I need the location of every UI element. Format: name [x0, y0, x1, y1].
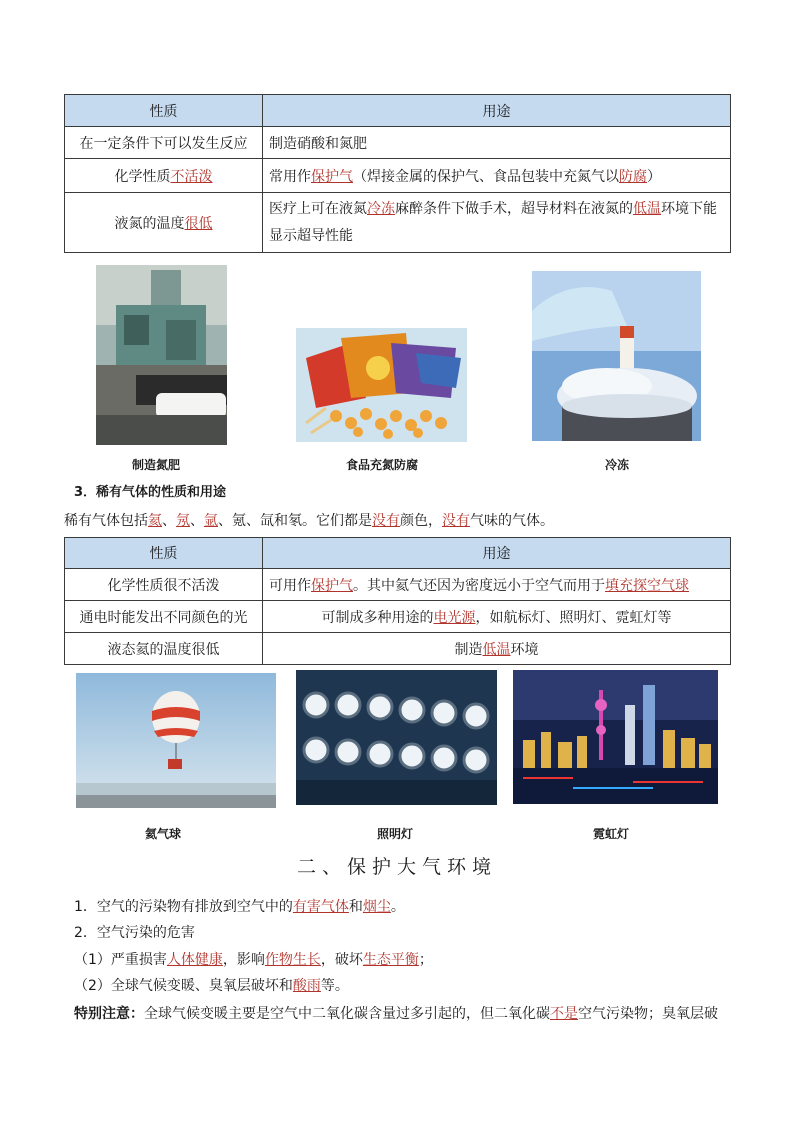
section-title-rare-gases: 3．稀有气体的性质和用途 — [74, 485, 227, 500]
text-segment: ，破坏 — [320, 952, 363, 968]
property-cell — [65, 127, 263, 159]
text-segment: 在一定条件下可以发生反应 — [79, 135, 248, 152]
table-row — [65, 633, 731, 665]
header-use: 用途 — [263, 538, 731, 569]
text-segment: 1．空气的污染物有排放到空气中的 — [74, 899, 293, 915]
text-segment: 稀有气体包括 — [64, 513, 148, 529]
text-segment: 气味的气体。 — [470, 513, 554, 529]
table-row — [65, 127, 731, 159]
fertilizer-factory-photo — [96, 265, 227, 445]
caption-neon: 霓虹灯 — [592, 827, 629, 841]
text-segment: 麻醉条件下做手术，超导材料在液氮的 — [395, 200, 633, 217]
text-segment: 颜色， — [400, 513, 442, 529]
table-row — [65, 569, 731, 601]
text-segment: 制造硝酸和氮肥 — [269, 135, 367, 152]
text-segment: 、 — [162, 513, 176, 529]
rare-gases-intro — [64, 510, 554, 530]
text-segment: 2．空气污染的危害 — [74, 925, 195, 941]
lighting-lamps-photo — [296, 670, 497, 805]
table-header-row — [65, 538, 731, 569]
text-segment: 全球气候变暖主要是空气中二氧化碳含量过多引起的，但二氧化碳 — [144, 1006, 550, 1022]
answer-highlight: 电光源 — [433, 609, 476, 626]
caption-helium-balloon: 氦气球 — [144, 827, 181, 841]
answer-highlight: 氖 — [176, 513, 190, 529]
text-segment: 环境下能显示超导性能 — [269, 200, 717, 244]
section-heading-protect-atmosphere: 二、保护大气环境 — [296, 856, 497, 878]
text-segment: （焊接金属的保护气、食品包装中充氮气以 — [353, 168, 619, 185]
use-cell — [263, 601, 731, 633]
text-segment: ，影响 — [222, 952, 265, 968]
text-segment: 化学性质 — [114, 168, 171, 185]
answer-highlight: 氦 — [148, 513, 162, 529]
text-segment: 和 — [348, 899, 363, 915]
text-segment: 空气污染物；臭氧层破 — [578, 1006, 718, 1022]
rare-gas-properties-table — [64, 537, 731, 665]
table-row — [65, 193, 731, 253]
text-segment: 液态氦的温度很低 — [107, 641, 220, 658]
answer-highlight: 酸雨 — [292, 978, 321, 994]
use-cell — [263, 127, 731, 159]
text-segment: 。 — [390, 899, 405, 915]
text-segment: 。其中氦气还因为密度远小于空气而用于 — [353, 577, 605, 594]
table-header-row — [65, 95, 731, 127]
answer-highlight: 生态平衡 — [362, 952, 419, 968]
neon-city-night-photo — [513, 670, 718, 804]
text-segment: 、 — [190, 513, 204, 529]
text-segment: （2）全球气候变暖、臭氧层破坏和 — [74, 978, 293, 994]
answer-highlight: 没有 — [372, 513, 400, 529]
text-segment: 可用作 — [269, 577, 311, 594]
text-segment: ； — [418, 952, 433, 968]
point-hazard-1 — [74, 949, 433, 969]
point-hazards-title — [74, 922, 195, 942]
use-cell — [263, 633, 731, 665]
answer-highlight: 氩 — [204, 513, 218, 529]
answer-highlight: 冷冻 — [367, 200, 395, 217]
answer-highlight: 低温 — [633, 200, 661, 217]
point-pollutants — [74, 896, 405, 916]
answer-highlight: 防腐 — [619, 168, 647, 185]
property-cell — [65, 159, 263, 193]
text-segment: 化学性质很不活泼 — [107, 577, 220, 594]
text-segment: 制造 — [454, 641, 483, 658]
text-segment: 环境 — [510, 641, 539, 658]
property-cell — [65, 569, 263, 601]
text-segment: 可制成多种用途的 — [321, 609, 434, 626]
use-cell — [263, 193, 731, 253]
nitrogen-properties-table — [64, 94, 731, 253]
answer-highlight: 烟尘 — [362, 899, 391, 915]
table-row — [65, 159, 731, 193]
answer-highlight: 保护气 — [311, 577, 353, 594]
answer-highlight: 不活泼 — [170, 168, 213, 185]
text-segment: 等。 — [320, 978, 349, 994]
answer-highlight: 人体健康 — [166, 952, 223, 968]
liquid-nitrogen-freezing-photo — [532, 271, 701, 441]
caption-fertilizer: 制造氮肥 — [131, 458, 180, 472]
text-segment: 、氪、氙和氡。它们都是 — [218, 513, 372, 529]
text-segment: 通电时能发出不同颜色的光 — [79, 609, 248, 626]
table-row — [65, 601, 731, 633]
header-property: 性质 — [65, 538, 263, 569]
point-hazard-2 — [74, 975, 349, 995]
header-use: 用途 — [263, 95, 731, 127]
answer-highlight: 有害气体 — [292, 899, 349, 915]
helium-balloon-photo — [76, 673, 276, 808]
caption-lighting: 照明灯 — [376, 827, 413, 841]
header-property: 性质 — [65, 95, 263, 127]
use-cell — [263, 159, 731, 193]
text-segment: ） — [647, 168, 661, 185]
text-segment: （1）严重损害 — [74, 952, 167, 968]
answer-highlight: 保护气 — [311, 168, 353, 185]
special-note-text — [144, 1006, 718, 1022]
caption-freezing: 冷冻 — [604, 458, 629, 472]
property-cell — [65, 193, 263, 253]
answer-highlight: 不是 — [550, 1006, 578, 1022]
answer-highlight: 作物生长 — [264, 952, 321, 968]
special-note — [74, 1003, 718, 1023]
special-note-label: 特别注意： — [74, 1006, 144, 1022]
property-cell — [65, 633, 263, 665]
answer-highlight: 低温 — [482, 641, 511, 658]
text-segment: 液氮的温度 — [114, 215, 185, 232]
answer-highlight: 没有 — [442, 513, 470, 529]
answer-highlight: 很低 — [184, 215, 213, 232]
answer-highlight: 填充探空气球 — [605, 577, 689, 594]
text-segment: 医疗上可在液氮 — [269, 200, 367, 217]
caption-food-preservation: 食品充氮防腐 — [345, 458, 418, 472]
text-segment: ，如航标灯、照明灯、霓虹灯等 — [475, 609, 672, 626]
use-cell — [263, 569, 731, 601]
snack-packaging-photo — [296, 328, 467, 442]
property-cell — [65, 601, 263, 633]
text-segment: 常用作 — [269, 168, 311, 185]
